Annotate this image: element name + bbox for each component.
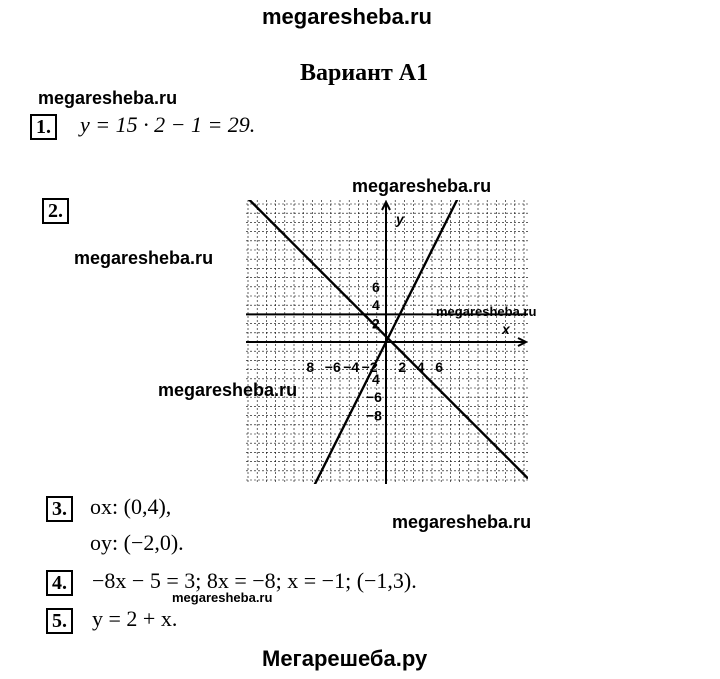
task-number: 2. <box>42 198 69 224</box>
y-tick-label: −6 <box>366 389 382 406</box>
watermark: megaresheba.ru <box>158 380 298 400</box>
watermark: megaresheba.ru <box>436 304 537 319</box>
x-tick-label: −6 <box>324 359 341 375</box>
x-tick-label: 8 <box>306 359 315 375</box>
task-4-text: −8x − 5 = 3; 8x = −8; x = −1; (−1,3). <box>92 568 417 593</box>
coordinate-graph <box>246 200 528 484</box>
watermark: megaresheba.ru <box>172 590 273 605</box>
task-number: 3. <box>46 496 73 522</box>
x-tick-label: 4 <box>416 359 425 375</box>
task-number: 1. <box>30 114 57 140</box>
watermark: megaresheba.ru <box>74 248 214 268</box>
x-tick-label: 2 <box>398 359 407 375</box>
task-3-line1: ox: (0,4), <box>90 494 172 519</box>
x-tick-label: 6 <box>435 359 443 375</box>
x-tick-label: −4 <box>343 359 360 375</box>
task-3-line2: oy: (−2,0). <box>90 530 184 555</box>
watermark-top: megaresheba.ru <box>262 4 432 29</box>
axis-x-label: x <box>502 321 510 337</box>
page-title: Вариант А1 <box>300 60 429 86</box>
y-tick-label: −8 <box>366 407 382 424</box>
watermark: megaresheba.ru <box>352 176 492 196</box>
y-tick-label: 6 <box>372 278 380 295</box>
x-tick-label: −2 <box>361 359 378 375</box>
task-number: 5. <box>46 608 73 634</box>
watermark: megaresheba.ru <box>392 512 532 532</box>
y-tick-label: 2 <box>372 315 380 332</box>
watermark: megaresheba.ru <box>38 88 178 108</box>
task-number: 4. <box>46 570 73 596</box>
y-tick-label: 4 <box>372 297 380 314</box>
y-tick-label: 4 <box>372 370 380 387</box>
task-1-text: y = 15 · 2 − 1 = 29. <box>80 112 256 137</box>
axis-y-label: y <box>396 211 404 227</box>
watermark-bottom: Мегарешеба.ру <box>262 646 428 671</box>
task-5-text: y = 2 + x. <box>92 606 178 631</box>
